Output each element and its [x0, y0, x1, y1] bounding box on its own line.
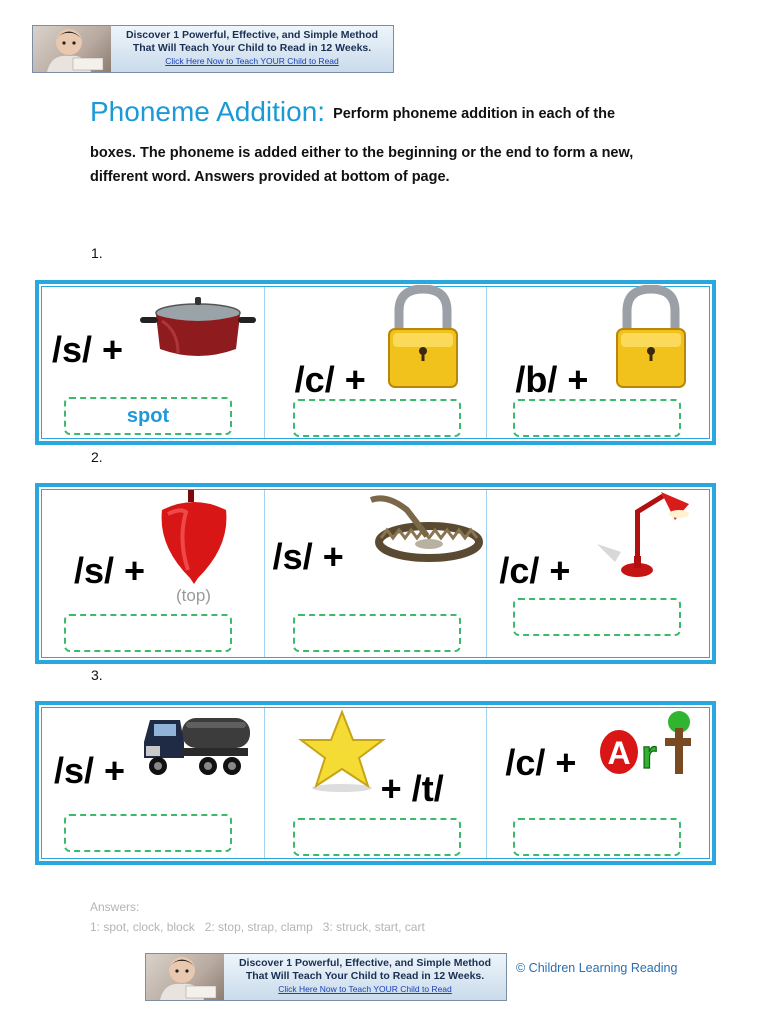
answer-box[interactable]: spot — [64, 397, 232, 435]
exercise-row-2 — [35, 483, 716, 664]
phoneme-label: /s/ + — [74, 550, 146, 591]
answer-box[interactable] — [64, 814, 232, 852]
answers-label: Answers: — [90, 900, 140, 914]
phoneme-label: /s/ + — [54, 750, 126, 791]
exercise-cell — [265, 708, 488, 858]
banner-headline-1: Discover 1 Powerful, Effective, and Simple Method — [238, 957, 492, 969]
phoneme-label: /b/ + — [515, 359, 589, 400]
answer-box[interactable] — [64, 614, 232, 652]
art-letter-r: r — [641, 733, 658, 777]
art-word-icon — [597, 708, 697, 780]
exercise-cell — [42, 287, 265, 438]
hint-text: (top) — [176, 586, 211, 605]
art-letter-t: t — [677, 763, 682, 777]
page-title — [90, 96, 615, 128]
phoneme-label: /c/ + — [505, 742, 577, 783]
padlock-icon — [383, 285, 463, 393]
baby-reading-photo — [33, 26, 111, 72]
intro-inline-text: Perform phoneme addition in each of the — [333, 105, 616, 122]
phoneme-label: /c/ + — [294, 359, 366, 400]
banner-link[interactable]: Click Here Now to Teach YOUR Child to Read — [278, 984, 452, 994]
exercise-cell — [487, 708, 709, 858]
exercise-cell — [265, 287, 488, 438]
banner-headline-1: Discover 1 Powerful, Effective, and Simple Method — [125, 29, 379, 41]
title-text: Phoneme Addition: — [90, 96, 326, 127]
answers-section — [90, 897, 425, 937]
bear-trap-icon — [367, 492, 483, 572]
answer-box[interactable] — [293, 399, 461, 437]
answer-box[interactable] — [513, 598, 681, 636]
banner-headline-2: That Will Teach Your Child to Read in 12 Weeks. — [245, 970, 485, 982]
exercise-cell — [487, 490, 709, 657]
banner-link[interactable]: Click Here Now to Teach YOUR Child to Read — [165, 56, 339, 66]
section-number: 3. — [91, 667, 103, 683]
padlock-icon — [611, 285, 691, 393]
phoneme-label: /c/ + — [499, 550, 571, 591]
phoneme-label: + /t/ — [380, 768, 444, 809]
truck-icon — [142, 710, 252, 782]
answer-box[interactable] — [293, 614, 461, 652]
exercise-cell — [487, 287, 709, 438]
exercise-cell — [42, 708, 265, 858]
exercise-row-3 — [35, 701, 716, 865]
phoneme-label: /s/ + — [52, 329, 124, 370]
top-ad-banner[interactable] — [32, 25, 394, 73]
answer-box[interactable] — [513, 399, 681, 437]
banner-headline-2: That Will Teach Your Child to Read in 12 Weeks. — [132, 42, 372, 54]
bottom-ad-banner[interactable] — [145, 953, 507, 1001]
desk-lamp-icon — [591, 490, 701, 585]
exercise-cell — [265, 490, 488, 657]
section-number: 2. — [91, 449, 103, 465]
answer-box[interactable] — [513, 818, 681, 856]
spinning-top-icon — [154, 490, 234, 585]
baby-reading-photo — [146, 954, 224, 1000]
instructions-text: boxes. The phoneme is added either to the beginning or the end to form a new, different word. Answers provided at bottom of page. — [90, 145, 634, 185]
star-icon — [297, 708, 387, 794]
section-number: 1. — [91, 245, 103, 261]
answers-line: 1: spot, clock, block 2: stop, strap, clamp 3: struck, start, cart — [90, 920, 425, 934]
pot-icon — [138, 291, 258, 371]
copyright-credit: © Children Learning Reading — [516, 961, 678, 975]
art-letter-a: A — [607, 735, 631, 771]
exercise-row-1 — [35, 280, 716, 445]
exercise-cell — [42, 490, 265, 657]
phoneme-label: /s/ + — [272, 536, 344, 577]
answer-box[interactable] — [293, 818, 461, 856]
